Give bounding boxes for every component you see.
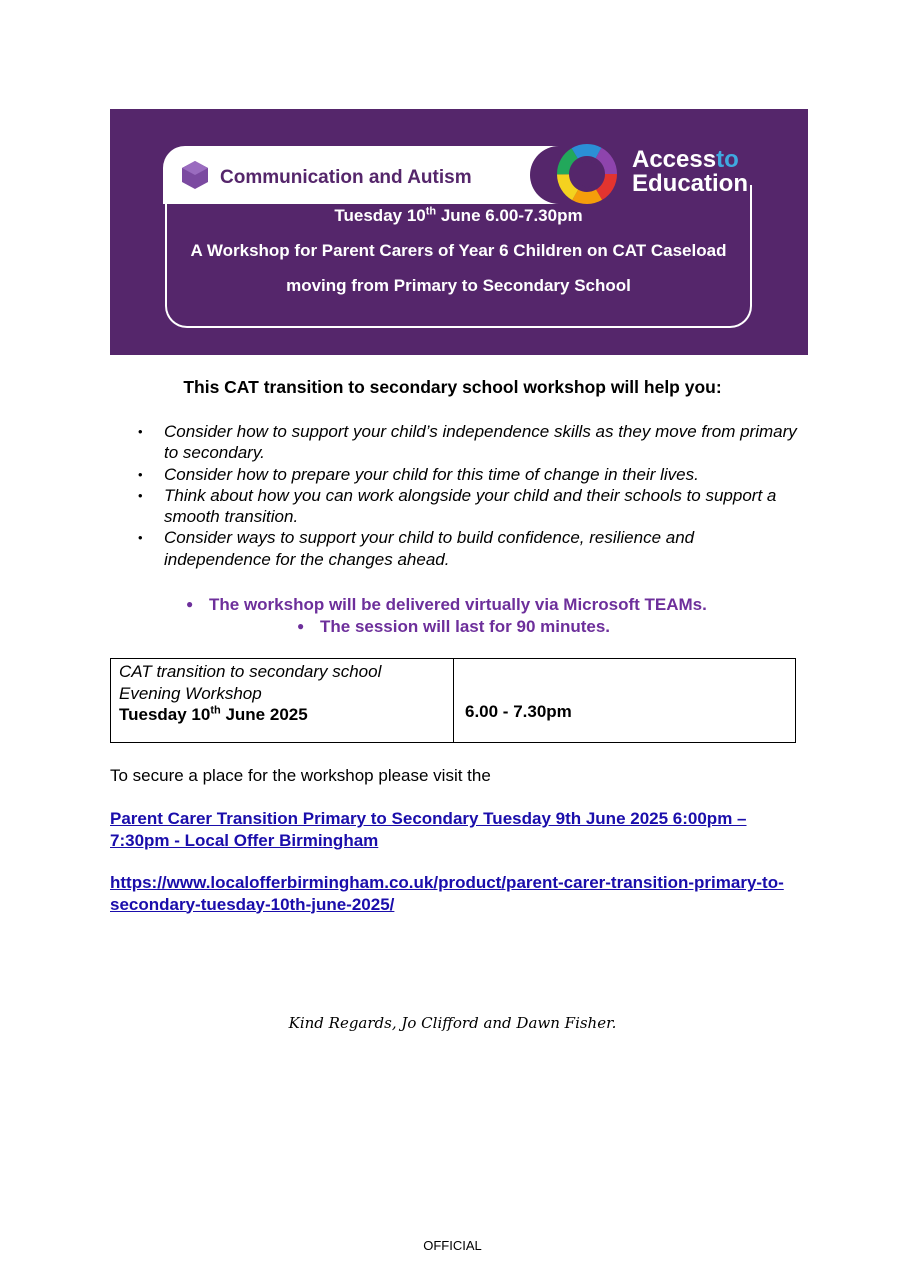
delivery-note: ● The workshop will be delivered virtually via Microsoft TEAMs. — [186, 595, 707, 614]
event-date-sup: th — [425, 205, 437, 218]
schedule-time-cell — [454, 659, 796, 743]
schedule-date-post: June 2025 — [220, 705, 308, 724]
footer-classification: OFFICIAL — [423, 1238, 482, 1253]
signoff: Kind Regards, Jo Clifford and Dawn Fisher. — [288, 1014, 617, 1032]
list-item: • Think about how you can work alongside your child and their schools to support a smooth transition. — [138, 485, 798, 528]
schedule-title: CAT transition to secondary school — [119, 662, 382, 681]
schedule-date-sup: th — [210, 704, 221, 717]
list-item: • Consider ways to support your child to build confidence, resilience and independence for the changes ahead. — [138, 527, 798, 570]
list-item: • Consider how to prepare your child for this time of change in their lives. — [138, 464, 798, 485]
wordmark-education: Education — [632, 170, 749, 197]
schedule-details-cell — [111, 659, 454, 743]
schedule-subtitle: Evening Workshop — [119, 683, 262, 703]
schedule-date-pre: Tuesday 10 — [119, 705, 211, 724]
schedule-date — [119, 704, 445, 726]
schedule-time: 6.00 - 7.30pm — [465, 702, 572, 721]
event-date-post: June 6.00-7.30pm — [436, 206, 583, 225]
banner-headline-2: moving from Primary to Secondary School — [286, 276, 631, 295]
list-item: • Consider how to support your child’s independence skills as they move from primary to secondary. — [138, 421, 798, 464]
booking-page-link[interactable]: Parent Carer Transition Primary to Secondary Tuesday 9th June 2025 6:00pm – 7:30pm - Local Offer Birmingham — [110, 809, 747, 850]
banner-headline-1: A Workshop for Parent Carers of Year 6 Children on CAT Caseload — [190, 241, 727, 260]
schedule-table — [110, 658, 796, 743]
wordmark-access: Access — [632, 146, 717, 173]
duration-note-text: The session will last for 90 minutes. — [320, 617, 611, 636]
event-date-time — [165, 206, 752, 226]
duration-note: ● The session will last for 90 minutes. — [297, 617, 611, 636]
booking-instruction: To secure a place for the workshop please visit the — [110, 766, 491, 785]
event-date-pre: Tuesday 10 — [334, 206, 426, 225]
wordmark-to: to — [716, 146, 739, 173]
brand-label: Communication and Autism — [220, 167, 472, 188]
intro-heading: This CAT transition to secondary school workshop will help you: — [183, 377, 722, 397]
benefits-list — [138, 421, 798, 570]
delivery-note-text: The workshop will be delivered virtually via Microsoft TEAMs. — [209, 595, 707, 614]
booking-url-link[interactable]: https://www.localofferbirmingham.co.uk/product/parent-carer-transition-primary-to-secondary-tuesday-10th-june-2025/ — [110, 873, 784, 914]
